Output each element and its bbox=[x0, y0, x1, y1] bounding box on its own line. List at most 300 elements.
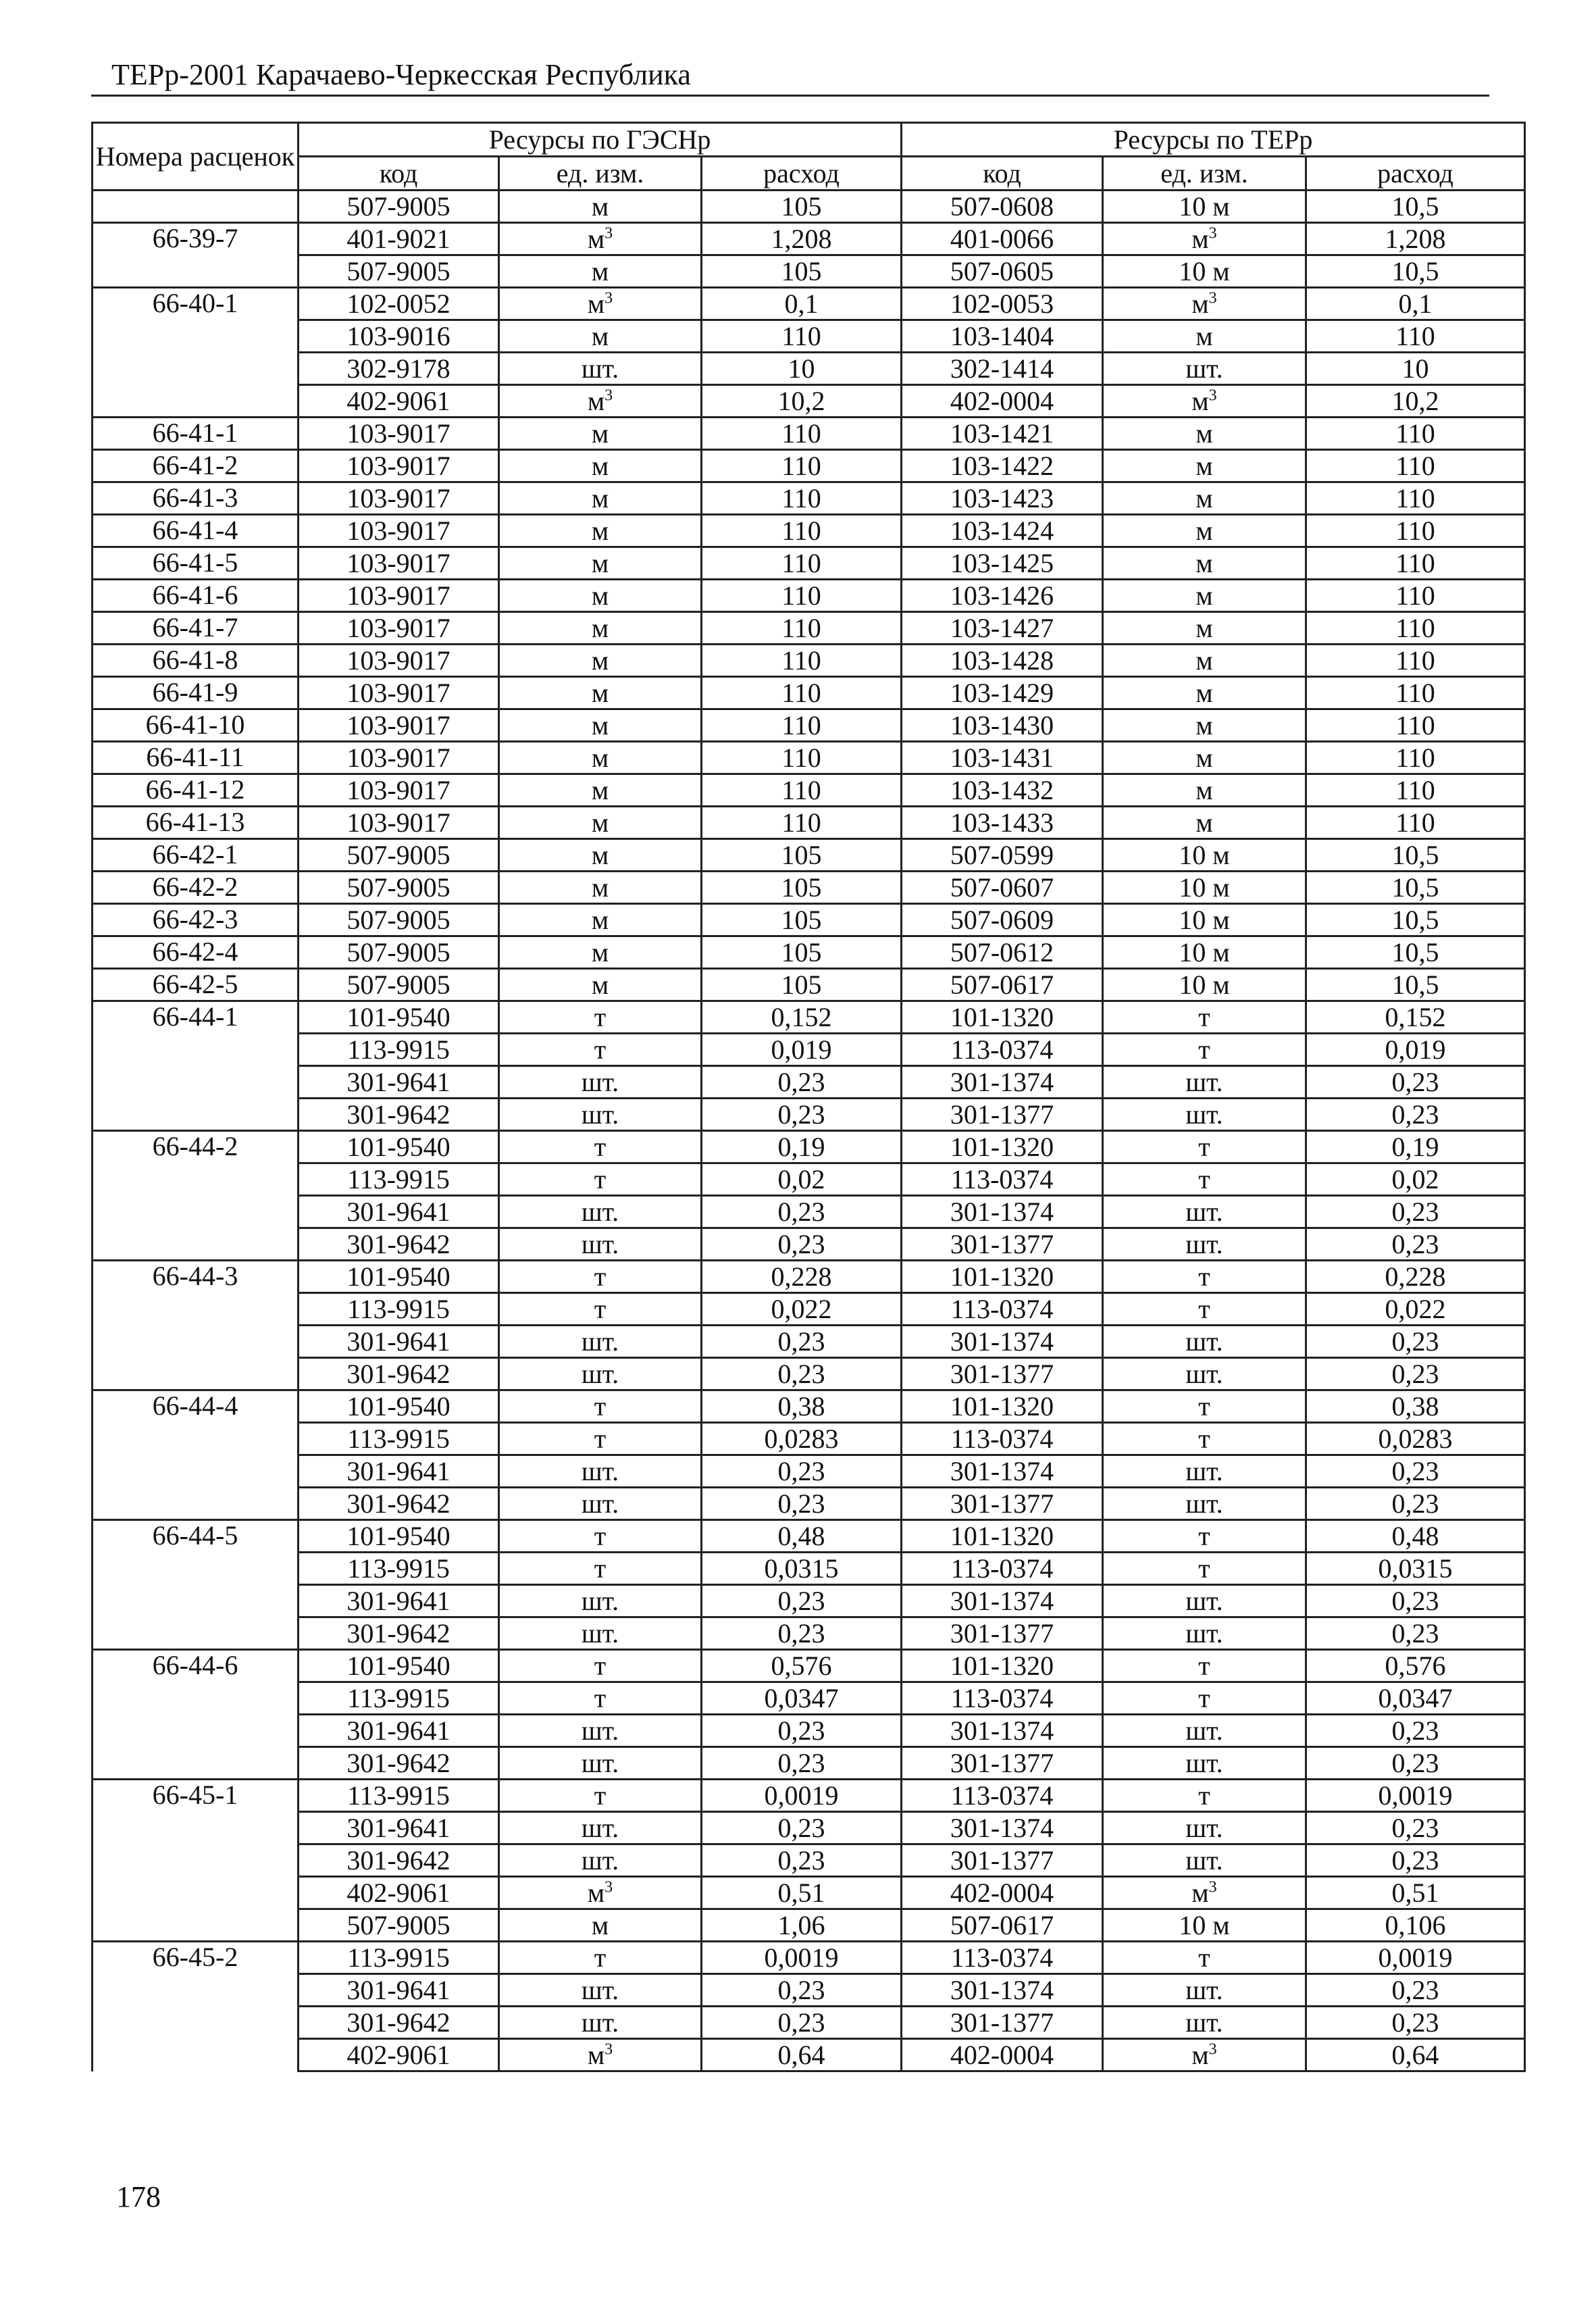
ter-unit-cell: шт. bbox=[1103, 1715, 1306, 1747]
ter-unit-cell: м bbox=[1103, 418, 1306, 450]
ter-code-cell: 103-1431 bbox=[902, 742, 1103, 774]
gesn-code-cell: 507-9005 bbox=[299, 1909, 499, 1942]
gesn-unit-cell: т bbox=[499, 1942, 702, 1974]
ter-code-cell: 507-0608 bbox=[902, 191, 1103, 223]
gesn-code-cell: 302-9178 bbox=[299, 353, 499, 385]
gesn-unit-cell: м bbox=[499, 839, 702, 872]
ter-unit-cell: т bbox=[1103, 1553, 1306, 1585]
table-row bbox=[93, 482, 1525, 515]
gesn-code-cell: 301-9641 bbox=[299, 1326, 499, 1358]
ter-qty-cell: 110 bbox=[1306, 547, 1525, 580]
gesn-unit-cell: м bbox=[499, 255, 702, 288]
ter-qty-cell: 0,0019 bbox=[1306, 1942, 1525, 1974]
gesn-unit-cell: м bbox=[499, 191, 702, 223]
gesn-qty-cell: 0,0019 bbox=[702, 1942, 902, 1974]
gesn-unit-cell: шт. bbox=[499, 1228, 702, 1261]
gesn-code-cell: 507-9005 bbox=[299, 255, 499, 288]
ter-qty-cell: 10,5 bbox=[1306, 839, 1525, 872]
ter-code-cell: 301-1377 bbox=[902, 1228, 1103, 1261]
gesn-qty-cell: 110 bbox=[702, 320, 902, 353]
gesn-qty-cell: 0,23 bbox=[702, 1066, 902, 1099]
rate-number-cell: 66-44-6 bbox=[93, 1650, 299, 1780]
gesn-qty-cell: 0,23 bbox=[702, 1326, 902, 1358]
ter-unit-cell: шт. bbox=[1103, 1617, 1306, 1650]
ter-unit-cell: шт. bbox=[1103, 1585, 1306, 1617]
gesn-code-cell: 103-9017 bbox=[299, 580, 499, 612]
gesn-code-cell: 301-9642 bbox=[299, 1228, 499, 1261]
table-row bbox=[93, 1617, 1525, 1650]
ter-code-cell: 302-1414 bbox=[902, 353, 1103, 385]
ter-qty-cell: 10,5 bbox=[1306, 969, 1525, 1001]
page-header bbox=[91, 53, 1489, 97]
table-row bbox=[93, 1001, 1525, 1034]
gesn-code-cell: 103-9017 bbox=[299, 450, 499, 482]
ter-unit-cell: шт. bbox=[1103, 1455, 1306, 1488]
rate-number-cell: 66-44-1 bbox=[93, 1001, 299, 1131]
gesn-code-cell: 103-9017 bbox=[299, 515, 499, 547]
table-row bbox=[93, 1520, 1525, 1553]
ter-code-cell: 101-1320 bbox=[902, 1001, 1103, 1034]
ter-qty-cell: 110 bbox=[1306, 807, 1525, 839]
table-row bbox=[93, 1812, 1525, 1844]
gesn-unit-cell: т bbox=[499, 1261, 702, 1293]
table-row bbox=[93, 2007, 1525, 2039]
gesn-qty-cell: 0,23 bbox=[702, 1844, 902, 1877]
ter-qty-cell: 10,5 bbox=[1306, 936, 1525, 969]
gesn-qty-cell: 0,23 bbox=[702, 1812, 902, 1844]
gesn-code-cell: 507-9005 bbox=[299, 191, 499, 223]
ter-code-cell: 301-1377 bbox=[902, 1358, 1103, 1390]
gesn-qty-cell: 110 bbox=[702, 580, 902, 612]
ter-unit-cell: 10 м bbox=[1103, 904, 1306, 936]
ter-code-cell: 113-0374 bbox=[902, 1163, 1103, 1196]
gesn-code-cell: 103-9017 bbox=[299, 774, 499, 807]
table-row bbox=[93, 1747, 1525, 1780]
table-row bbox=[93, 1780, 1525, 1812]
table-row bbox=[93, 807, 1525, 839]
rate-number-cell: 66-44-2 bbox=[93, 1131, 299, 1261]
ter-unit-cell: шт. bbox=[1103, 1747, 1306, 1780]
table-row bbox=[93, 1034, 1525, 1066]
gesn-qty-cell: 105 bbox=[702, 255, 902, 288]
ter-code-cell: 301-1374 bbox=[902, 1455, 1103, 1488]
gesn-unit-cell: $м^3$ bbox=[499, 1877, 702, 1909]
gesn-code-cell: 101-9540 bbox=[299, 1001, 499, 1034]
ter-unit-cell: т bbox=[1103, 1001, 1306, 1034]
ter-code-cell: 301-1374 bbox=[902, 1326, 1103, 1358]
header-ter-unit: ед. изм. bbox=[1103, 157, 1306, 191]
gesn-qty-cell: 0,019 bbox=[702, 1034, 902, 1066]
gesn-unit-cell: м bbox=[499, 418, 702, 450]
rate-number-cell: 66-41-4 bbox=[93, 515, 299, 547]
ter-code-cell: 301-1377 bbox=[902, 2007, 1103, 2039]
ter-qty-cell: 0,23 bbox=[1306, 1585, 1525, 1617]
rate-number-cell: 66-41-10 bbox=[93, 709, 299, 742]
gesn-unit-cell: шт. bbox=[499, 1488, 702, 1520]
gesn-code-cell: 507-9005 bbox=[299, 969, 499, 1001]
gesn-unit-cell: м bbox=[499, 807, 702, 839]
ter-qty-cell: 0,1 bbox=[1306, 288, 1525, 320]
gesn-code-cell: 301-9641 bbox=[299, 1066, 499, 1099]
gesn-code-cell: 507-9005 bbox=[299, 872, 499, 904]
ter-qty-cell: 0,576 bbox=[1306, 1650, 1525, 1682]
ter-code-cell: 301-1374 bbox=[902, 1715, 1103, 1747]
gesn-unit-cell: м bbox=[499, 612, 702, 645]
ter-unit-cell: шт. bbox=[1103, 1196, 1306, 1228]
ter-qty-cell: 110 bbox=[1306, 482, 1525, 515]
ter-qty-cell: 110 bbox=[1306, 774, 1525, 807]
ter-qty-cell: 0,019 bbox=[1306, 1034, 1525, 1066]
gesn-qty-cell: 105 bbox=[702, 904, 902, 936]
ter-code-cell: 103-1426 bbox=[902, 580, 1103, 612]
gesn-code-cell: 401-9021 bbox=[299, 223, 499, 255]
rate-number-cell: 66-39-7 bbox=[93, 223, 299, 288]
rate-number-cell: 66-41-6 bbox=[93, 580, 299, 612]
ter-unit-cell: т bbox=[1103, 1520, 1306, 1553]
ter-code-cell: 301-1374 bbox=[902, 1066, 1103, 1099]
ter-unit-cell: шт. bbox=[1103, 1488, 1306, 1520]
gesn-code-cell: 301-9642 bbox=[299, 2007, 499, 2039]
ter-code-cell: 402-0004 bbox=[902, 2039, 1103, 2071]
gesn-qty-cell: 0,23 bbox=[702, 1228, 902, 1261]
table-row bbox=[93, 1196, 1525, 1228]
ter-qty-cell: 110 bbox=[1306, 709, 1525, 742]
gesn-qty-cell: 110 bbox=[702, 742, 902, 774]
gesn-unit-cell: м bbox=[499, 677, 702, 709]
gesn-unit-cell: шт. bbox=[499, 1326, 702, 1358]
table-row bbox=[93, 645, 1525, 677]
gesn-code-cell: 507-9005 bbox=[299, 904, 499, 936]
ter-qty-cell: 0,106 bbox=[1306, 1909, 1525, 1942]
gesn-unit-cell: шт. bbox=[499, 1196, 702, 1228]
gesn-unit-cell: шт. bbox=[499, 1585, 702, 1617]
gesn-qty-cell: 0,0347 bbox=[702, 1682, 902, 1715]
gesn-code-cell: 103-9017 bbox=[299, 482, 499, 515]
table-row bbox=[93, 1455, 1525, 1488]
ter-qty-cell: 0,0315 bbox=[1306, 1553, 1525, 1585]
ter-unit-cell: т bbox=[1103, 1650, 1306, 1682]
header-rate-number: Номера расценок bbox=[93, 123, 299, 191]
ter-code-cell: 113-0374 bbox=[902, 1553, 1103, 1585]
table-row bbox=[93, 580, 1525, 612]
rate-number-cell: 66-41-3 bbox=[93, 482, 299, 515]
ter-qty-cell: 0,64 bbox=[1306, 2039, 1525, 2071]
ter-unit-cell: т bbox=[1103, 1390, 1306, 1423]
gesn-unit-cell: м bbox=[499, 1909, 702, 1942]
ter-qty-cell: 0,23 bbox=[1306, 1455, 1525, 1488]
table-row bbox=[93, 191, 1525, 223]
ter-unit-cell: т bbox=[1103, 1163, 1306, 1196]
gesn-code-cell: 101-9540 bbox=[299, 1650, 499, 1682]
table-row bbox=[93, 1877, 1525, 1909]
ter-code-cell: 103-1425 bbox=[902, 547, 1103, 580]
ter-code-cell: 507-0599 bbox=[902, 839, 1103, 872]
gesn-unit-cell: шт. bbox=[499, 353, 702, 385]
gesn-code-cell: 507-9005 bbox=[299, 839, 499, 872]
gesn-code-cell: 103-9017 bbox=[299, 709, 499, 742]
gesn-code-cell: 301-9641 bbox=[299, 1455, 499, 1488]
gesn-qty-cell: 110 bbox=[702, 612, 902, 645]
ter-qty-cell: 0,51 bbox=[1306, 1877, 1525, 1909]
gesn-unit-cell: т bbox=[499, 1650, 702, 1682]
ter-qty-cell: 110 bbox=[1306, 612, 1525, 645]
table-row bbox=[93, 385, 1525, 418]
ter-qty-cell: 110 bbox=[1306, 580, 1525, 612]
gesn-unit-cell: м bbox=[499, 515, 702, 547]
ter-unit-cell: $м^3$ bbox=[1103, 2039, 1306, 2071]
ter-code-cell: 507-0607 bbox=[902, 872, 1103, 904]
gesn-unit-cell: м bbox=[499, 320, 702, 353]
ter-qty-cell: 110 bbox=[1306, 742, 1525, 774]
gesn-code-cell: 103-9017 bbox=[299, 547, 499, 580]
ter-unit-cell: т bbox=[1103, 1261, 1306, 1293]
ter-unit-cell: шт. bbox=[1103, 1844, 1306, 1877]
gesn-qty-cell: 110 bbox=[702, 709, 902, 742]
gesn-qty-cell: 1,06 bbox=[702, 1909, 902, 1942]
ter-qty-cell: 10,5 bbox=[1306, 255, 1525, 288]
ter-qty-cell: 0,228 bbox=[1306, 1261, 1525, 1293]
table-row bbox=[93, 255, 1525, 288]
gesn-qty-cell: 0,0315 bbox=[702, 1553, 902, 1585]
gesn-qty-cell: 0,022 bbox=[702, 1293, 902, 1326]
ter-unit-cell: т bbox=[1103, 1942, 1306, 1974]
gesn-qty-cell: 10,2 bbox=[702, 385, 902, 418]
ter-code-cell: 103-1429 bbox=[902, 677, 1103, 709]
ter-code-cell: 103-1430 bbox=[902, 709, 1103, 742]
gesn-unit-cell: т bbox=[499, 1001, 702, 1034]
gesn-qty-cell: 0,152 bbox=[702, 1001, 902, 1034]
gesn-qty-cell: 0,1 bbox=[702, 288, 902, 320]
ter-unit-cell: шт. bbox=[1103, 2007, 1306, 2039]
gesn-unit-cell: м bbox=[499, 872, 702, 904]
ter-code-cell: 113-0374 bbox=[902, 1942, 1103, 1974]
rate-number-cell: 66-40-1 bbox=[93, 288, 299, 418]
rate-number-cell: 66-41-8 bbox=[93, 645, 299, 677]
header-gesn-qty: расход bbox=[702, 157, 902, 191]
ter-unit-cell: т bbox=[1103, 1780, 1306, 1812]
gesn-qty-cell: 0,23 bbox=[702, 2007, 902, 2039]
gesn-code-cell: 103-9017 bbox=[299, 742, 499, 774]
table-row bbox=[93, 1326, 1525, 1358]
ter-unit-cell: $м^3$ bbox=[1103, 288, 1306, 320]
gesn-unit-cell: шт. bbox=[499, 1747, 702, 1780]
table-row bbox=[93, 547, 1525, 580]
ter-code-cell: 402-0004 bbox=[902, 385, 1103, 418]
header-ter-code: код bbox=[902, 157, 1103, 191]
gesn-qty-cell: 0,23 bbox=[702, 1617, 902, 1650]
gesn-unit-cell: шт. bbox=[499, 1617, 702, 1650]
table-row bbox=[93, 774, 1525, 807]
gesn-unit-cell: шт. bbox=[499, 2007, 702, 2039]
gesn-code-cell: 402-9061 bbox=[299, 385, 499, 418]
gesn-qty-cell: 110 bbox=[702, 450, 902, 482]
gesn-code-cell: 507-9005 bbox=[299, 936, 499, 969]
ter-unit-cell: т bbox=[1103, 1131, 1306, 1163]
ter-qty-cell: 110 bbox=[1306, 515, 1525, 547]
ter-qty-cell: 10,5 bbox=[1306, 904, 1525, 936]
rate-number-cell: 66-41-9 bbox=[93, 677, 299, 709]
table-row bbox=[93, 872, 1525, 904]
gesn-code-cell: 113-9915 bbox=[299, 1682, 499, 1715]
ter-qty-cell: 0,23 bbox=[1306, 1844, 1525, 1877]
ter-qty-cell: 0,0283 bbox=[1306, 1423, 1525, 1455]
ter-code-cell: 103-1422 bbox=[902, 450, 1103, 482]
gesn-unit-cell: шт. bbox=[499, 1974, 702, 2007]
gesn-qty-cell: 0,0019 bbox=[702, 1780, 902, 1812]
table-row bbox=[93, 288, 1525, 320]
table-row bbox=[93, 969, 1525, 1001]
table-row bbox=[93, 1682, 1525, 1715]
ter-unit-cell: 10 м bbox=[1103, 969, 1306, 1001]
page-number: 178 bbox=[116, 2180, 161, 2213]
rate-number-cell: 66-41-12 bbox=[93, 774, 299, 807]
gesn-unit-cell: т bbox=[499, 1682, 702, 1715]
table-row bbox=[93, 320, 1525, 353]
rate-number-cell bbox=[93, 191, 299, 223]
ter-unit-cell: шт. bbox=[1103, 1358, 1306, 1390]
rate-number-cell: 66-42-4 bbox=[93, 936, 299, 969]
ter-unit-cell: т bbox=[1103, 1682, 1306, 1715]
gesn-code-cell: 301-9641 bbox=[299, 1585, 499, 1617]
gesn-qty-cell: 105 bbox=[702, 839, 902, 872]
ter-qty-cell: 0,23 bbox=[1306, 1617, 1525, 1650]
gesn-qty-cell: 110 bbox=[702, 677, 902, 709]
table-row bbox=[93, 1163, 1525, 1196]
rate-number-cell: 66-42-1 bbox=[93, 839, 299, 872]
ter-unit-cell: м bbox=[1103, 547, 1306, 580]
ter-qty-cell: 0,23 bbox=[1306, 1228, 1525, 1261]
ter-qty-cell: 0,19 bbox=[1306, 1131, 1525, 1163]
gesn-unit-cell: т bbox=[499, 1520, 702, 1553]
gesn-qty-cell: 0,23 bbox=[702, 1488, 902, 1520]
ter-qty-cell: 0,022 bbox=[1306, 1293, 1525, 1326]
gesn-qty-cell: 0,23 bbox=[702, 1715, 902, 1747]
gesn-code-cell: 101-9540 bbox=[299, 1390, 499, 1423]
ter-code-cell: 113-0374 bbox=[902, 1780, 1103, 1812]
gesn-code-cell: 301-9641 bbox=[299, 1715, 499, 1747]
ter-code-cell: 507-0617 bbox=[902, 969, 1103, 1001]
gesn-qty-cell: 0,23 bbox=[702, 1747, 902, 1780]
ter-qty-cell: 110 bbox=[1306, 677, 1525, 709]
gesn-unit-cell: м bbox=[499, 742, 702, 774]
gesn-qty-cell: 0,02 bbox=[702, 1163, 902, 1196]
gesn-qty-cell: 110 bbox=[702, 482, 902, 515]
ter-unit-cell: т bbox=[1103, 1034, 1306, 1066]
ter-qty-cell: 110 bbox=[1306, 418, 1525, 450]
gesn-qty-cell: 0,48 bbox=[702, 1520, 902, 1553]
ter-code-cell: 101-1320 bbox=[902, 1650, 1103, 1682]
table-row bbox=[93, 1423, 1525, 1455]
ter-qty-cell: 0,23 bbox=[1306, 1358, 1525, 1390]
rate-number-cell: 66-44-5 bbox=[93, 1520, 299, 1650]
gesn-unit-cell: т bbox=[499, 1163, 702, 1196]
table-row bbox=[93, 839, 1525, 872]
gesn-code-cell: 101-9540 bbox=[299, 1131, 499, 1163]
table-row bbox=[93, 1390, 1525, 1423]
gesn-qty-cell: 10 bbox=[702, 353, 902, 385]
ter-unit-cell: м bbox=[1103, 450, 1306, 482]
gesn-unit-cell: м bbox=[499, 450, 702, 482]
ter-code-cell: 301-1377 bbox=[902, 1488, 1103, 1520]
ter-code-cell: 101-1320 bbox=[902, 1261, 1103, 1293]
gesn-code-cell: 113-9915 bbox=[299, 1780, 499, 1812]
gesn-code-cell: 103-9017 bbox=[299, 677, 499, 709]
ter-unit-cell: т bbox=[1103, 1293, 1306, 1326]
ter-unit-cell: шт. bbox=[1103, 1066, 1306, 1099]
gesn-qty-cell: 0,0283 bbox=[702, 1423, 902, 1455]
ter-qty-cell: 0,0347 bbox=[1306, 1682, 1525, 1715]
ter-code-cell: 113-0374 bbox=[902, 1423, 1103, 1455]
ter-unit-cell: $м^3$ bbox=[1103, 223, 1306, 255]
gesn-unit-cell: шт. bbox=[499, 1358, 702, 1390]
table-row bbox=[93, 1942, 1525, 1974]
ter-qty-cell: 0,0019 bbox=[1306, 1780, 1525, 1812]
ter-qty-cell: 110 bbox=[1306, 320, 1525, 353]
gesn-qty-cell: 105 bbox=[702, 936, 902, 969]
gesn-code-cell: 301-9642 bbox=[299, 1747, 499, 1780]
ter-qty-cell: 0,23 bbox=[1306, 2007, 1525, 2039]
ter-unit-cell: шт. bbox=[1103, 1812, 1306, 1844]
ter-code-cell: 301-1377 bbox=[902, 1617, 1103, 1650]
ter-qty-cell: 0,23 bbox=[1306, 1196, 1525, 1228]
ter-code-cell: 113-0374 bbox=[902, 1034, 1103, 1066]
gesn-unit-cell: шт. bbox=[499, 1715, 702, 1747]
ter-qty-cell: 10,5 bbox=[1306, 191, 1525, 223]
gesn-qty-cell: 110 bbox=[702, 807, 902, 839]
table-row bbox=[93, 1099, 1525, 1131]
ter-unit-cell: м bbox=[1103, 612, 1306, 645]
ter-unit-cell: м bbox=[1103, 320, 1306, 353]
rate-number-cell: 66-41-13 bbox=[93, 807, 299, 839]
table-row bbox=[93, 1066, 1525, 1099]
gesn-unit-cell: м bbox=[499, 969, 702, 1001]
ter-unit-cell: м bbox=[1103, 709, 1306, 742]
ter-qty-cell: 0,23 bbox=[1306, 1488, 1525, 1520]
gesn-code-cell: 301-9641 bbox=[299, 1812, 499, 1844]
table-row bbox=[93, 709, 1525, 742]
table-row bbox=[93, 1358, 1525, 1390]
gesn-unit-cell: т bbox=[499, 1390, 702, 1423]
ter-code-cell: 507-0605 bbox=[902, 255, 1103, 288]
gesn-unit-cell: т bbox=[499, 1034, 702, 1066]
gesn-code-cell: 103-9017 bbox=[299, 612, 499, 645]
gesn-qty-cell: 110 bbox=[702, 515, 902, 547]
table-row bbox=[93, 450, 1525, 482]
ter-code-cell: 113-0374 bbox=[902, 1293, 1103, 1326]
ter-unit-cell: м bbox=[1103, 677, 1306, 709]
ter-code-cell: 301-1377 bbox=[902, 1747, 1103, 1780]
header-gesn-resources: Ресурсы по ГЭСНр bbox=[299, 123, 902, 157]
ter-qty-cell: 10,2 bbox=[1306, 385, 1525, 418]
table-row bbox=[93, 223, 1525, 255]
ter-unit-cell: 10 м bbox=[1103, 191, 1306, 223]
gesn-qty-cell: 110 bbox=[702, 645, 902, 677]
gesn-unit-cell: т bbox=[499, 1553, 702, 1585]
ter-code-cell: 103-1404 bbox=[902, 320, 1103, 353]
gesn-qty-cell: 105 bbox=[702, 191, 902, 223]
gesn-qty-cell: 0,576 bbox=[702, 1650, 902, 1682]
gesn-qty-cell: 110 bbox=[702, 547, 902, 580]
rate-number-cell: 66-41-5 bbox=[93, 547, 299, 580]
ter-unit-cell: 10 м bbox=[1103, 872, 1306, 904]
gesn-code-cell: 402-9061 bbox=[299, 2039, 499, 2071]
gesn-unit-cell: шт. bbox=[499, 1455, 702, 1488]
gesn-unit-cell: м bbox=[499, 547, 702, 580]
rate-number-cell: 66-42-5 bbox=[93, 969, 299, 1001]
gesn-code-cell: 301-9641 bbox=[299, 1196, 499, 1228]
gesn-unit-cell: т bbox=[499, 1131, 702, 1163]
gesn-code-cell: 113-9915 bbox=[299, 1034, 499, 1066]
